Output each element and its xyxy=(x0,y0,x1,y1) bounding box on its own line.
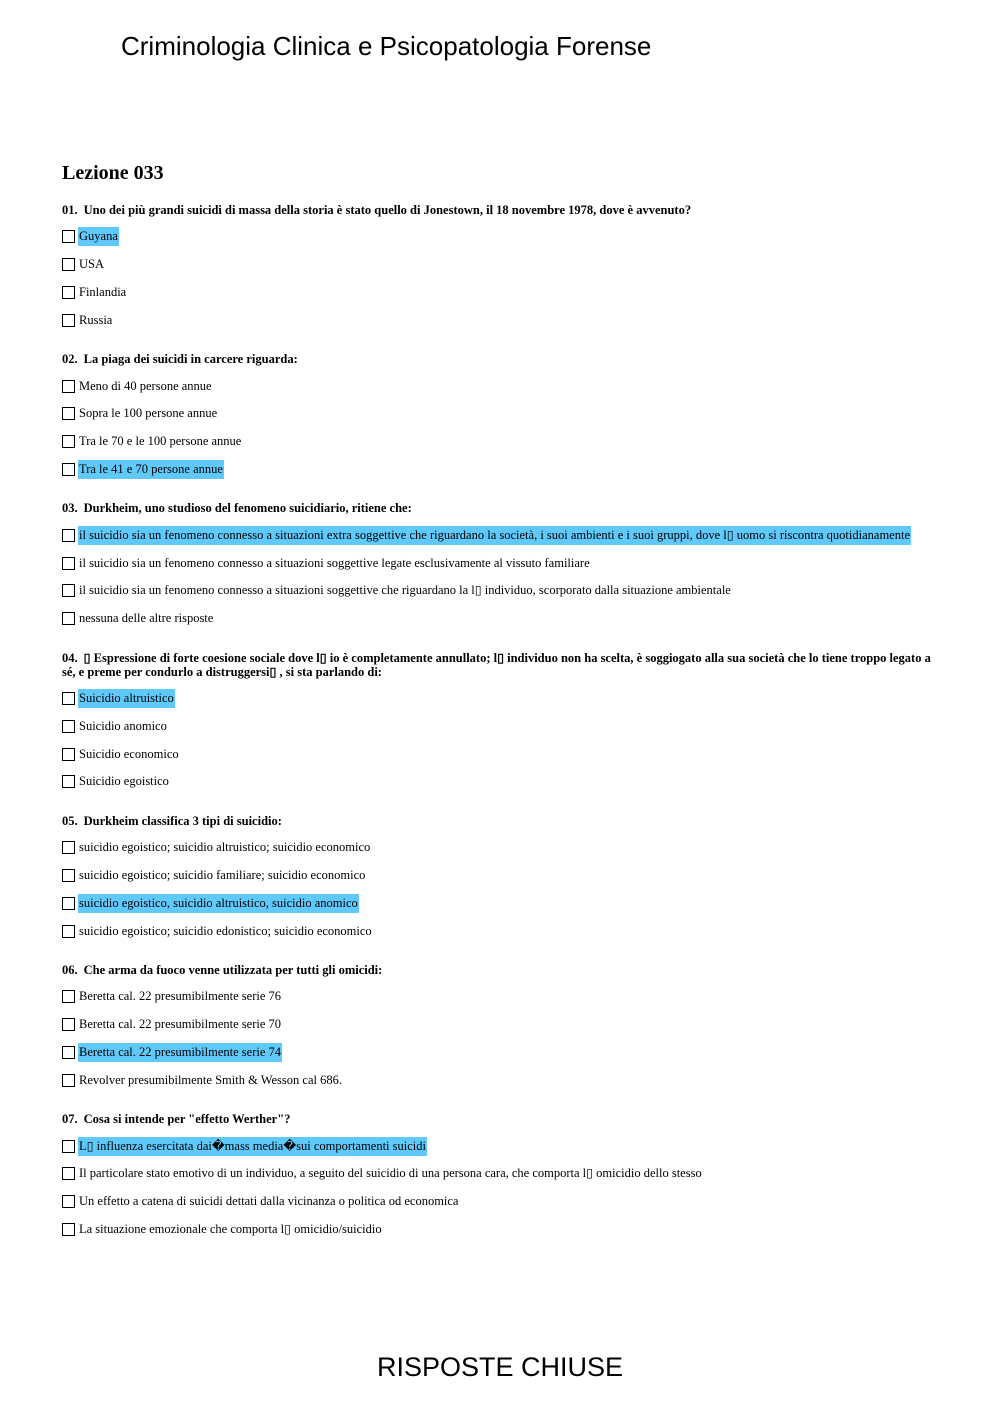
answer-option[interactable] xyxy=(62,223,942,251)
answer-text: suicidio egoistico; suicidio altruistico; suicidio economico xyxy=(79,840,371,855)
answer-checkbox[interactable] xyxy=(62,463,75,476)
answer-checkbox[interactable] xyxy=(62,748,75,761)
question-number: 06. xyxy=(62,962,78,977)
answer-text: Beretta cal. 22 presumibilmente serie 76 xyxy=(79,989,282,1004)
question-label: La piaga dei suicidi in carcere riguarda: xyxy=(83,352,298,367)
answer-checkbox[interactable] xyxy=(62,925,75,938)
question-block xyxy=(62,814,942,945)
question-block xyxy=(62,963,942,1094)
question-block xyxy=(62,352,942,483)
question-block xyxy=(62,651,942,796)
answer-option[interactable] xyxy=(62,712,942,740)
question-number: 01. xyxy=(62,203,78,217)
question-block xyxy=(62,1112,942,1243)
answer-option[interactable] xyxy=(62,456,942,484)
question-label: ▯ Espressione di forte coesione sociale dove l▯ io è completamente annullato; l▯ individuo non ha scelta, è soggiogato alla sua società che lo tiene troppo legato a sé, e preme per condurlo a distruggersi▯ , si sta parlando di: xyxy=(62,650,931,679)
answer-text: il suicidio sia un fenomeno connesso a situazioni soggettive legate esclusivamente al vissuto familiare xyxy=(79,555,590,570)
answer-text: Meno di 40 persone annue xyxy=(79,378,212,393)
answer-option[interactable] xyxy=(62,279,942,307)
answer-checkbox[interactable] xyxy=(62,990,75,1003)
document-footer: RISPOSTE CHIUSE xyxy=(376,1352,624,1382)
answer-checkbox[interactable] xyxy=(62,557,75,570)
answer-option[interactable] xyxy=(62,685,942,713)
question-number: 03. xyxy=(62,501,78,516)
question-label: Che arma da fuoco venne utilizzata per tutti gli omicidi: xyxy=(83,962,383,977)
question-text xyxy=(62,1112,942,1126)
answer-option[interactable] xyxy=(62,251,942,279)
question-block xyxy=(62,203,942,334)
answer-text: Russia xyxy=(79,312,113,327)
correct-answer-text: Guyana xyxy=(78,227,119,246)
question-label: Durkheim, uno studioso del fenomeno suicidiario, ritiene che: xyxy=(83,501,412,516)
answer-text: Un effetto a catena di suicidi dettati dalla vicinanza o politica od economica xyxy=(79,1194,459,1209)
answer-option[interactable] xyxy=(62,1188,942,1216)
answer-checkbox[interactable] xyxy=(62,407,75,420)
answer-option[interactable] xyxy=(62,1011,942,1039)
answer-option[interactable] xyxy=(62,372,942,400)
question-number: 04. xyxy=(62,650,78,665)
answer-option[interactable] xyxy=(62,605,942,633)
answer-option[interactable] xyxy=(62,577,942,605)
answer-checkbox[interactable] xyxy=(62,380,75,393)
answer-checkbox[interactable] xyxy=(62,1223,75,1236)
answer-checkbox[interactable] xyxy=(62,1018,75,1031)
question-label: Durkheim classifica 3 tipi di suicidio: xyxy=(83,813,282,828)
question-number: 05. xyxy=(62,813,78,828)
correct-answer-text: L▯ influenza esercitata dai�mass media�sui comportamenti suicidi xyxy=(78,1137,427,1156)
question-text xyxy=(62,203,942,217)
correct-answer-text: Beretta cal. 22 presumibilmente serie 74 xyxy=(78,1043,282,1062)
question-text xyxy=(62,651,942,679)
answer-option[interactable] xyxy=(62,521,942,549)
answer-text: nessuna delle altre risposte xyxy=(79,611,214,626)
answer-text: Sopra le 100 persone annue xyxy=(79,406,218,421)
answer-option[interactable] xyxy=(62,400,942,428)
answer-option[interactable] xyxy=(62,983,942,1011)
answer-option[interactable] xyxy=(62,862,942,890)
correct-answer-text: Tra le 41 e 70 persone annue xyxy=(78,460,224,479)
answer-checkbox[interactable] xyxy=(62,1140,75,1153)
correct-answer-text: suicidio egoistico, suicidio altruistico, suicidio anomico xyxy=(78,894,359,913)
answer-checkbox[interactable] xyxy=(62,1167,75,1180)
answer-checkbox[interactable] xyxy=(62,230,75,243)
answer-text: Suicidio economico xyxy=(79,746,179,761)
question-number: 07. xyxy=(62,1112,78,1127)
answer-text: Revolver presumibilmente Smith & Wesson cal 686. xyxy=(79,1072,342,1087)
answer-option[interactable] xyxy=(62,1132,942,1160)
answer-option[interactable] xyxy=(62,1216,942,1244)
answer-checkbox[interactable] xyxy=(62,1074,75,1087)
answer-text: USA xyxy=(79,257,105,272)
question-text xyxy=(62,501,942,515)
answer-option[interactable] xyxy=(62,740,942,768)
answer-option[interactable] xyxy=(62,428,942,456)
answer-option[interactable] xyxy=(62,917,942,945)
answer-text: La situazione emozionale che comporta l▯ omicidio/suicidio xyxy=(79,1221,382,1236)
lesson-title: Lezione 033 xyxy=(62,162,164,184)
question-text xyxy=(62,814,942,828)
answer-text: Tra le 70 e le 100 persone annue xyxy=(79,434,242,449)
question-block xyxy=(62,501,942,632)
question-label: Uno dei più grandi suicidi di massa della storia è stato quello di Jonestown, il 18 novembre 1978, dove è avvenuto? xyxy=(83,203,692,217)
answer-text: Beretta cal. 22 presumibilmente serie 70 xyxy=(79,1017,282,1032)
answer-text: Suicidio egoistico xyxy=(79,774,169,789)
answer-checkbox[interactable] xyxy=(62,897,75,910)
correct-answer-text: il suicidio sia un fenomeno connesso a situazioni extra soggettive che riguardano la società, i suoi ambienti e i suoi gruppi, dove l▯ uomo si riscontra quotidianamente xyxy=(78,526,911,545)
answer-text: suicidio egoistico; suicidio edonistico; suicidio economico xyxy=(79,923,372,938)
answer-checkbox[interactable] xyxy=(62,720,75,733)
answer-checkbox[interactable] xyxy=(62,435,75,448)
answer-text: Suicidio anomico xyxy=(79,718,167,733)
answer-checkbox[interactable] xyxy=(62,869,75,882)
question-text xyxy=(62,352,942,366)
answer-checkbox[interactable] xyxy=(62,1195,75,1208)
answer-checkbox[interactable] xyxy=(62,314,75,327)
answer-text: il suicidio sia un fenomeno connesso a situazioni soggettive che riguardano la l▯ individuo, scorporato dalla situazione ambientale xyxy=(79,583,731,598)
correct-answer-text: Suicidio altruistico xyxy=(78,689,175,708)
answer-option[interactable] xyxy=(62,549,942,577)
answer-checkbox[interactable] xyxy=(62,258,75,271)
answer-checkbox[interactable] xyxy=(62,841,75,854)
answer-checkbox[interactable] xyxy=(62,692,75,705)
answer-option[interactable] xyxy=(62,1160,942,1188)
answer-checkbox[interactable] xyxy=(62,286,75,299)
answer-checkbox[interactable] xyxy=(62,775,75,788)
answer-text: Finlandia xyxy=(79,284,127,299)
answer-text: suicidio egoistico; suicidio familiare; suicidio economico xyxy=(79,867,366,882)
answer-checkbox[interactable] xyxy=(62,584,75,597)
question-number: 02. xyxy=(62,352,78,367)
answer-option[interactable] xyxy=(62,306,942,334)
answer-checkbox[interactable] xyxy=(62,612,75,625)
question-label: Cosa si intende per "effetto Werther"? xyxy=(83,1112,291,1127)
answer-option[interactable] xyxy=(62,834,942,862)
questions-list xyxy=(62,203,942,1261)
answer-option[interactable] xyxy=(62,1066,942,1094)
answer-option[interactable] xyxy=(62,889,942,917)
answer-option[interactable] xyxy=(62,1039,942,1067)
document-header: Criminologia Clinica e Psicopatologia Forense xyxy=(121,31,652,61)
question-text xyxy=(62,963,942,977)
answer-text: Il particolare stato emotivo di un individuo, a seguito del suicidio di una persona cara, che comporta l▯ omicidio dello stesso xyxy=(79,1166,702,1181)
answer-option[interactable] xyxy=(62,768,942,796)
answer-checkbox[interactable] xyxy=(62,1046,75,1059)
answer-checkbox[interactable] xyxy=(62,529,75,542)
